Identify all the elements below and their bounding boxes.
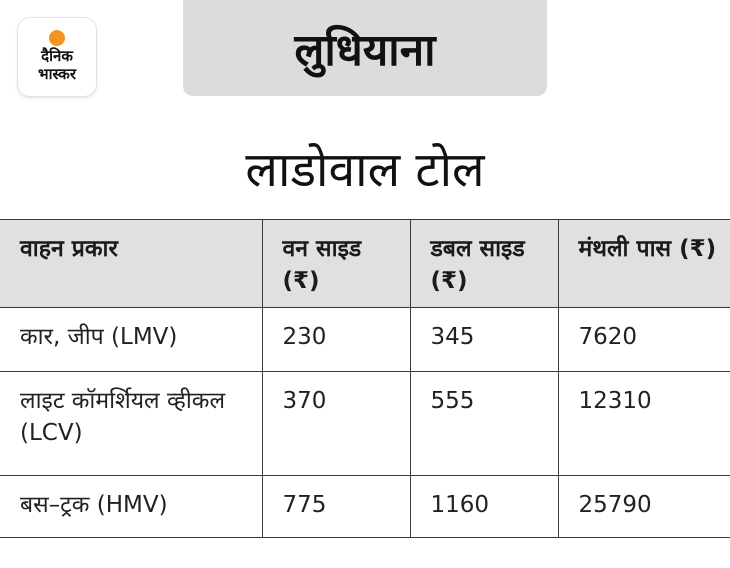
cell-vehicle-type: बस–ट्रक (HMV) — [0, 476, 262, 538]
header-double-side: डबल साइड (₹) — [410, 220, 558, 308]
dainik-bhaskar-logo[interactable] — [18, 18, 96, 96]
logo-text-line2: भास्कर — [38, 65, 76, 83]
table-row — [0, 372, 730, 476]
page-title: लाडोवाल टोल — [245, 142, 485, 198]
cell-double-side: 1160 — [410, 476, 558, 538]
table-header-row — [0, 220, 730, 308]
cell-monthly-pass: 25790 — [558, 476, 730, 538]
cell-vehicle-type: लाइट कॉमर्शियल व्हीकल (LCV) — [0, 372, 262, 476]
toll-rates-table — [0, 219, 730, 538]
cell-one-side: 775 — [262, 476, 410, 538]
cell-one-side: 230 — [262, 308, 410, 372]
header-monthly-pass: मंथली पास (₹) — [558, 220, 730, 308]
logo-text-line1: दैनिक — [41, 47, 73, 65]
city-banner: लुधियाना — [183, 0, 547, 96]
cell-double-side: 345 — [410, 308, 558, 372]
sun-dot-icon — [49, 30, 65, 46]
cell-one-side: 370 — [262, 372, 410, 476]
header-vehicle-type: वाहन प्रकार — [0, 220, 262, 308]
cell-monthly-pass: 7620 — [558, 308, 730, 372]
header-one-side: वन साइड (₹) — [262, 220, 410, 308]
table-row — [0, 308, 730, 372]
cell-vehicle-type: कार, जीप (LMV) — [0, 308, 262, 372]
cell-monthly-pass: 12310 — [558, 372, 730, 476]
table-row — [0, 476, 730, 538]
cell-double-side: 555 — [410, 372, 558, 476]
